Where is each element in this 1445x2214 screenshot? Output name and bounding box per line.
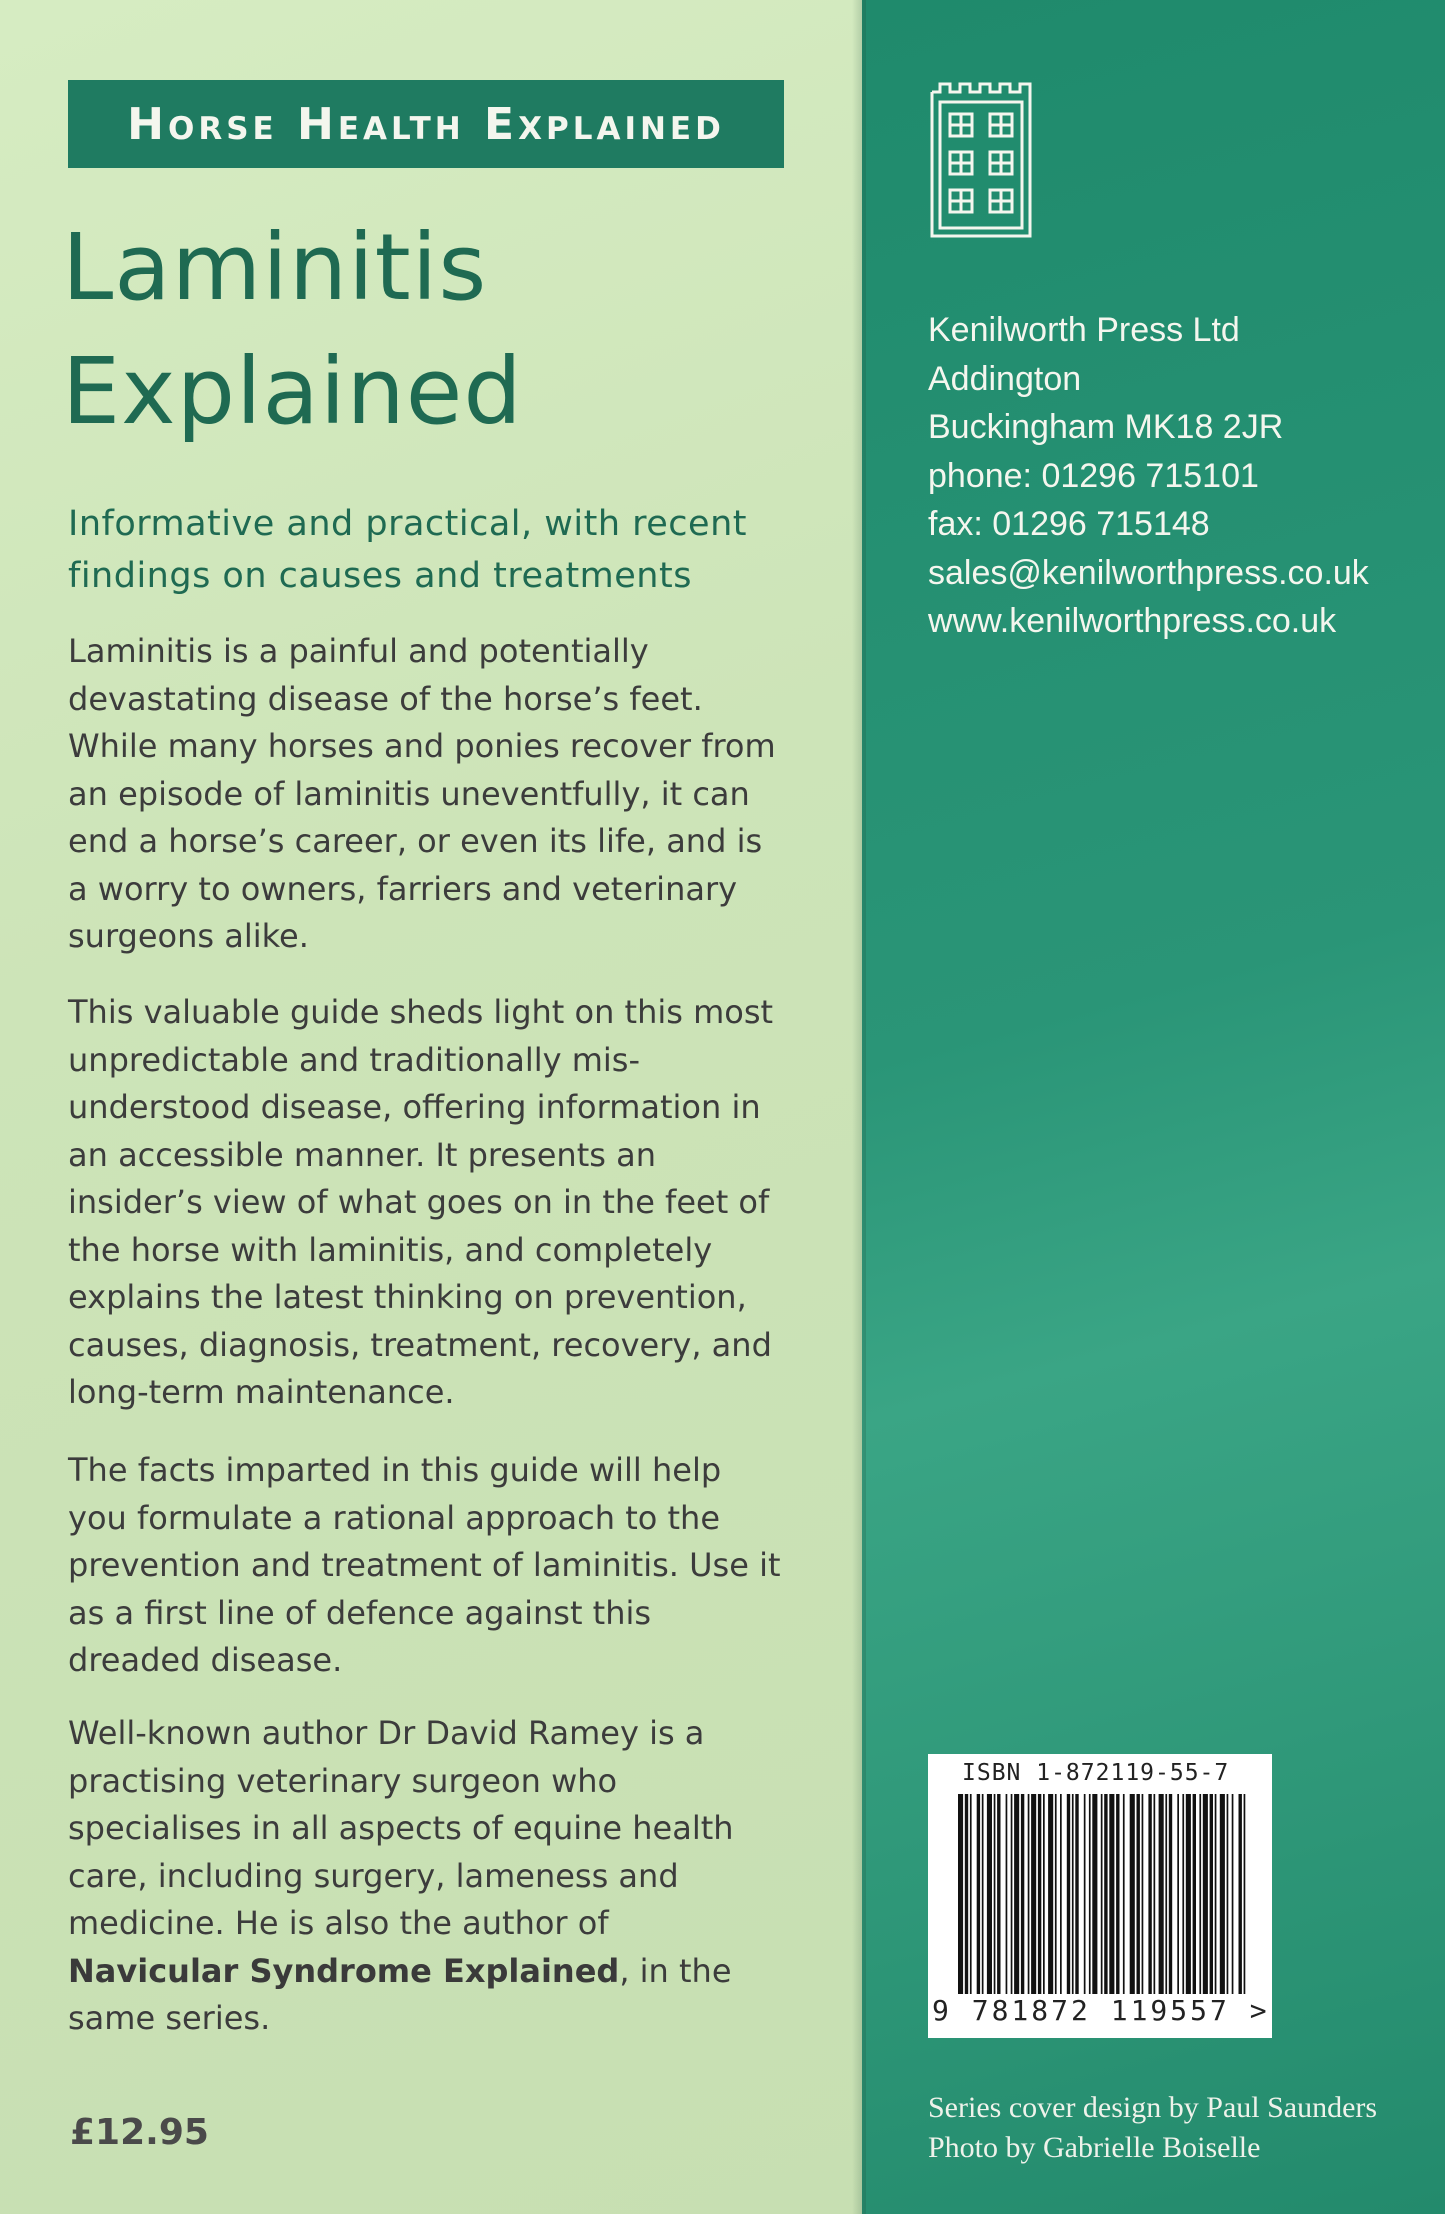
publisher-email: sales@kenilworthpress.co.uk: [928, 553, 1369, 592]
barcode-bar: [965, 1794, 968, 1994]
barcode-bar: [1203, 1794, 1208, 1994]
related-book-title: Navicular Syndrome Explained: [68, 1951, 620, 1990]
barcode-bar: [1089, 1794, 1091, 1994]
description-paragraph-1: Laminitis is a painful and potentially devastating disease of the horse’s feet. While many horses and ponies recover from an episode of laminitis uneventfully, it can end a horse’s career, or even its life, and is a worry to owners, farriers and veterinary surgeons alike.: [68, 632, 776, 955]
barcode-bar: [1220, 1794, 1225, 1994]
publisher-name: Kenilworth Press Ltd: [928, 311, 1240, 349]
book-title: [62, 206, 523, 454]
barcode-bar: [1165, 1794, 1167, 1994]
publisher-website: www.kenilworthpress.co.uk: [928, 602, 1337, 640]
barcode-bar: [1038, 1794, 1041, 1994]
barcode-bar: [1031, 1794, 1036, 1994]
description-paragraph-3: The facts imparted in this guide will help you formulate a rational approach to the prevention and treatment of laminitis. Use it as a first line of defence against this dreaded disease.: [68, 1451, 781, 1679]
barcode-bar: [1193, 1794, 1196, 1994]
barcode-bar: [1092, 1794, 1097, 1994]
barcode-bar: [1067, 1794, 1070, 1994]
barcode-bar: [1232, 1794, 1234, 1994]
barcode-bar: [982, 1794, 984, 1994]
barcode-bar: [1116, 1794, 1119, 1994]
barcode-panel: [928, 1754, 1272, 2038]
barcode-bar: [1142, 1794, 1144, 1994]
barcode-bar: [1109, 1794, 1114, 1994]
barcode-bar: [1055, 1794, 1057, 1994]
publisher-info: [928, 306, 1369, 646]
barcode-bar: [1215, 1794, 1217, 1994]
publisher-address-2: Buckingham MK18 2JR: [928, 408, 1284, 446]
barcode-bar: [958, 1794, 963, 1994]
barcode-bar: [1011, 1794, 1013, 1994]
barcode-bar: [997, 1794, 1000, 1994]
author-bio-paragraph: [68, 1710, 788, 2043]
credits: [928, 2088, 1377, 2168]
barcode-bar: [1006, 1794, 1008, 1994]
barcode-bar: [1137, 1794, 1140, 1994]
barcode-bar: [1101, 1794, 1103, 1994]
barcode-bar: [994, 1794, 996, 1994]
barcode-digits: 9 781872 119557 >: [932, 1994, 1270, 2027]
barcode-bar: [1043, 1794, 1045, 1994]
barcode-bar: [1227, 1794, 1229, 1994]
barcode-bar: [1244, 1794, 1246, 1994]
barcode-bar: [1028, 1794, 1030, 1994]
design-credit: Series cover design by Paul Saunders: [928, 2091, 1378, 2124]
barcode-bar: [1159, 1794, 1164, 1994]
barcode-bar: [1148, 1794, 1151, 1994]
barcode-bar: [1060, 1794, 1062, 1994]
series-banner: Horse Health Explained: [68, 80, 784, 168]
publisher-address-1: Addington: [928, 359, 1082, 398]
barcode-bar: [1104, 1794, 1107, 1994]
photo-credit: Photo by Gabrielle Boiselle: [928, 2131, 1261, 2164]
publisher-fax: fax: 01296 715148: [928, 505, 1210, 543]
barcode-bar: [1210, 1794, 1213, 1994]
barcode-bar: [977, 1794, 980, 1994]
title-line-2: Explained: [62, 338, 523, 445]
castle-tower-icon: [928, 78, 1034, 240]
barcode-bar: [1130, 1794, 1135, 1994]
price: £12.95: [70, 2112, 209, 2153]
barcode-bar: [1072, 1794, 1074, 1994]
author-bio-start: Well-known author Dr David Ramey is a practising veterinary surgeon who specialises in all aspects of equine health care, including surgery, lameness and medicine. He is also the author of: [68, 1714, 734, 1942]
publisher-phone: phone: 01296 715101: [928, 456, 1259, 495]
barcode-bar: [1239, 1794, 1242, 1994]
barcode-bar: [1084, 1794, 1086, 1994]
author-bio-end: , in the same series.: [68, 1951, 732, 2037]
barcode-bar: [1075, 1794, 1078, 1994]
barcode-bar: [1123, 1794, 1125, 1994]
barcode-bar: [1199, 1794, 1201, 1994]
barcode-bar: [1169, 1794, 1172, 1994]
barcode-bar: [1186, 1794, 1191, 1994]
barcode-bar: [1021, 1794, 1024, 1994]
barcode-bar: [987, 1794, 992, 1994]
barcode-bar: [1154, 1794, 1156, 1994]
title-line-1: Laminitis: [62, 214, 488, 321]
barcode-bar: [1182, 1794, 1184, 1994]
barcode-bar: [1014, 1794, 1019, 1994]
description-paragraph-2: This valuable guide sheds light on this most unpredictable and traditionally mis-understood disease, offering information in an accessible manner. It presents an insider’s view of what goes on in the feet of the horse with laminitis, and completely explains the latest thinking on prevention, causes, diagnosis, treatment, recovery, and long-term maintenance.: [68, 993, 774, 1411]
book-subtitle: Informative and practical, with recent findings on causes and treatments: [68, 504, 747, 596]
barcode-bar: [1177, 1794, 1179, 1994]
panel-divider: [852, 0, 866, 2214]
barcode-bar: [970, 1794, 972, 1994]
isbn-label: ISBN 1-872119-55-7: [962, 1760, 1230, 1786]
barcode-bar: [1048, 1794, 1053, 1994]
barcode-bars: [958, 1794, 1248, 1994]
